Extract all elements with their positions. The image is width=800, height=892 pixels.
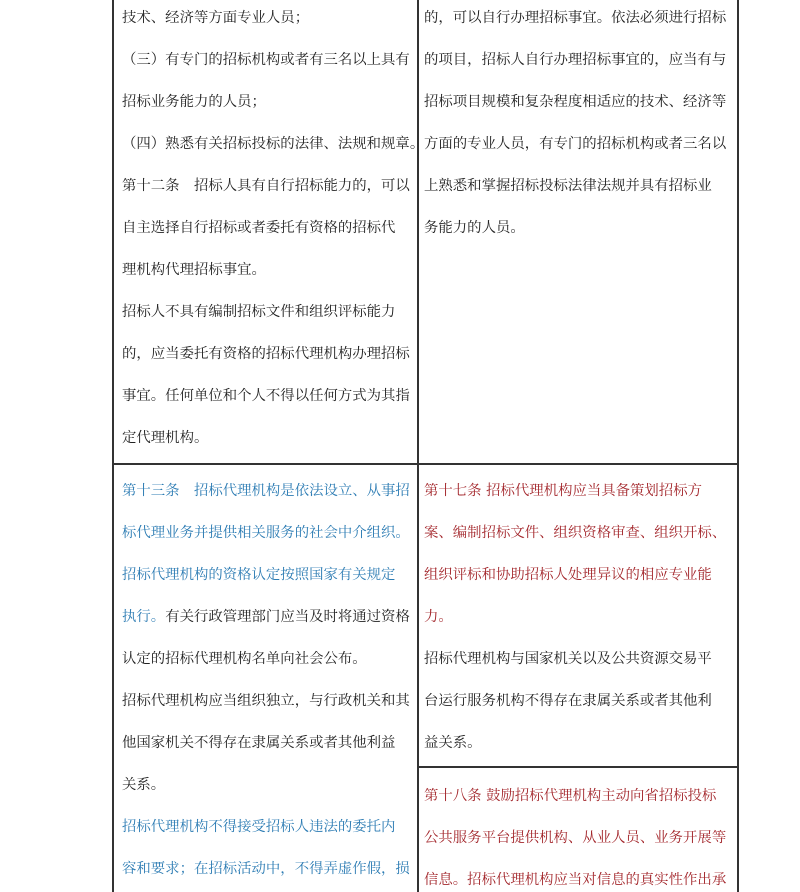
text-segment: （四）熟悉有关招标投标的法律、法规和规章。 (122, 136, 425, 152)
text-segment: 理机构代理招标事宜。 (122, 262, 266, 278)
text-segment: 标代理业务并提供相关服务的社会中介组织。 (122, 525, 410, 541)
text-segment: 招标代理机构与国家机关以及公共资源交易平 (424, 651, 712, 667)
text-line (424, 523, 726, 543)
text-segment: 招标代理机构应当组织独立，与行政机关和其 (122, 693, 410, 709)
text-segment: 有关行政管理部门应当及时将通过资格 (165, 609, 410, 625)
text-line (424, 218, 525, 238)
text-line (424, 92, 726, 112)
text-line (122, 260, 266, 280)
text-segment: 招标项目规模和复杂程度相适应的技术、经济等 (424, 94, 727, 110)
text-line (122, 134, 424, 154)
text-line (122, 691, 410, 711)
text-line (122, 775, 165, 795)
text-segment: 第十七条 招标代理机构应当具备策划招标方 (424, 483, 702, 499)
text-segment: 第十三条 招标代理机构是依法设立、从事招 (122, 483, 410, 499)
text-segment: 的，可以自行办理招标事宜。依法必须进行招标 (424, 10, 727, 26)
text-line (424, 565, 712, 585)
text-segment: 自主选择自行招标或者委托有资格的招标代 (122, 220, 396, 236)
text-line (424, 870, 726, 890)
cell-divider-right (417, 766, 739, 768)
text-line (424, 134, 726, 154)
text-segment: 信息。招标代理机构应当对信息的真实性作出承 (424, 872, 727, 888)
text-line (424, 649, 712, 669)
text-line (424, 733, 482, 753)
text-line (122, 386, 410, 406)
text-line (122, 176, 410, 196)
text-segment: 招标代理机构不得接受招标人违法的委托内 (122, 819, 396, 835)
text-segment: 认定的招标代理机构名单向社会公布。 (122, 651, 367, 667)
text-line (424, 691, 712, 711)
text-segment: 关系。 (122, 777, 166, 793)
row-divider (112, 463, 739, 465)
text-segment: 招标业务能力的人员； (122, 94, 266, 110)
text-segment: 执行。 (122, 609, 166, 625)
text-line (424, 8, 726, 28)
text-line (122, 302, 395, 322)
text-segment: 方面的专业人员，有专门的招标机构或者三名以 (424, 136, 727, 152)
text-segment: 的，应当委托有资格的招标代理机构办理招标 (122, 346, 410, 362)
text-segment: 技术、经济等方面专业人员； (122, 10, 310, 26)
text-segment: 事宜。任何单位和个人不得以任何方式为其指 (122, 388, 410, 404)
text-line (122, 607, 410, 627)
text-line (424, 607, 453, 627)
text-segment: 第十二条 招标人具有自行招标能力的，可以 (122, 178, 410, 194)
text-segment: 公共服务平台提供机构、从业人员、业务开展等 (424, 830, 727, 846)
text-line (424, 481, 702, 501)
text-line (122, 428, 208, 448)
text-segment: 台运行服务机构不得存在隶属关系或者其他利 (424, 693, 712, 709)
text-segment: 他国家机关不得存在隶属关系或者其他利益 (122, 735, 396, 751)
text-line (424, 176, 712, 196)
text-segment: 案、编制招标文件、组织资格审查、组织开标、 (424, 525, 727, 541)
table-border-right (737, 0, 739, 892)
text-segment: 益关系。 (424, 735, 482, 751)
table-border-left (112, 0, 114, 892)
text-segment: 容和要求；在招标活动中，不得弄虚作假，损 (122, 861, 410, 877)
text-segment: 上熟悉和掌握招标投标法律法规并具有招标业 (424, 178, 712, 194)
text-line (122, 817, 395, 837)
text-line (122, 481, 410, 501)
text-line (122, 859, 410, 879)
text-segment: 招标人不具有编制招标文件和组织评标能力 (122, 304, 396, 320)
text-line (122, 523, 410, 543)
text-line (122, 733, 395, 753)
text-line (122, 8, 309, 28)
text-segment: 务能力的人员。 (424, 220, 525, 236)
text-line (424, 828, 726, 848)
text-segment: 的项目，招标人自行办理招标事宜的，应当有与 (424, 52, 727, 68)
text-segment: 力。 (424, 609, 453, 625)
text-line (424, 786, 716, 806)
text-segment: 组织评标和协助招标人处理异议的相应专业能 (424, 567, 712, 583)
text-line (122, 92, 266, 112)
text-line (424, 50, 726, 70)
text-line (122, 565, 395, 585)
text-segment: 第十八条 鼓励招标代理机构主动向省招标投标 (424, 788, 717, 804)
text-line (122, 50, 410, 70)
text-line (122, 344, 410, 364)
text-segment: （三）有专门的招标机构或者有三名以上具有 (122, 52, 410, 68)
text-line (122, 649, 367, 669)
text-line (122, 218, 395, 238)
text-segment: 定代理机构。 (122, 430, 209, 446)
text-segment: 招标代理机构的资格认定按照国家有关规定 (122, 567, 396, 583)
